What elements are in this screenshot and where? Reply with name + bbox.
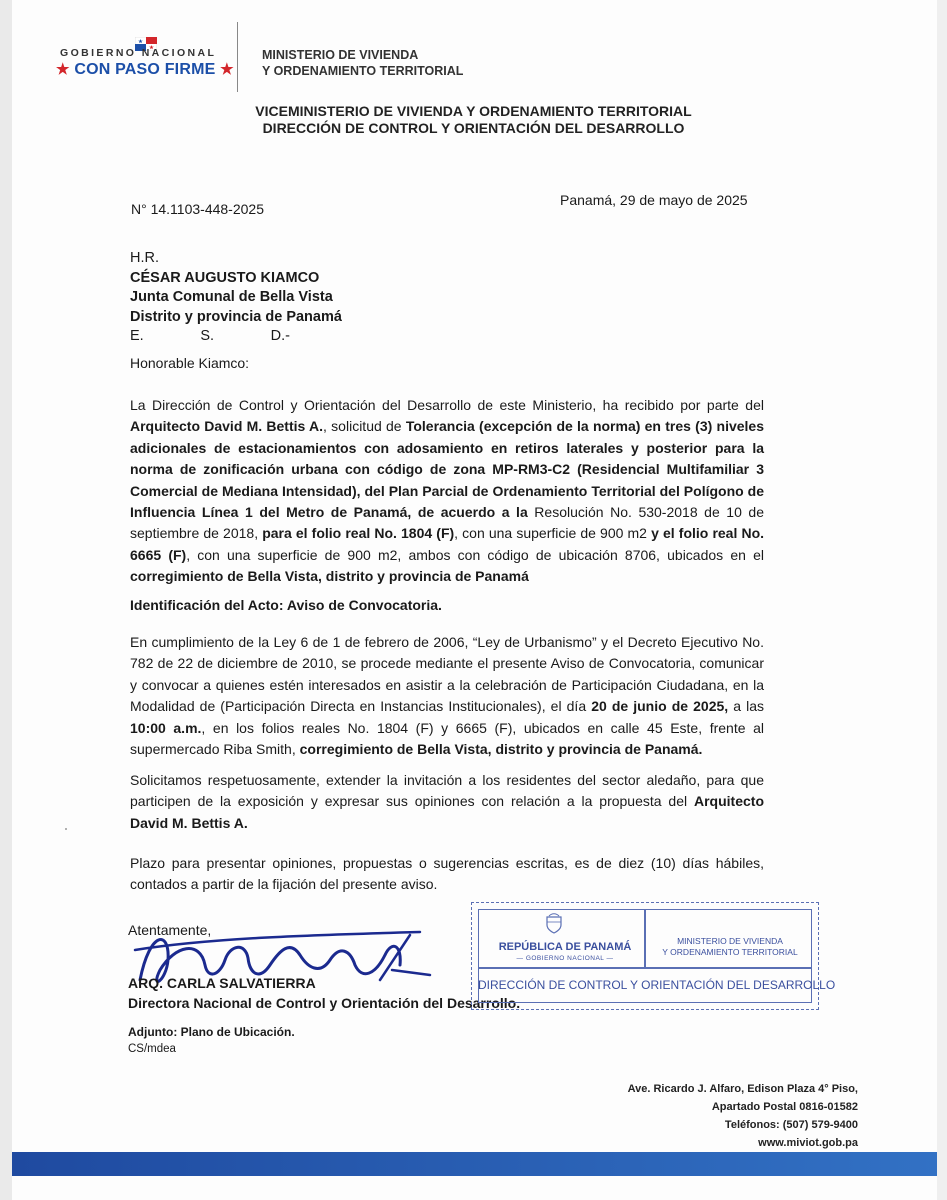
footer-postal: Apartado Postal 0816-01582 [711,1101,858,1113]
paragraph-request [130,395,764,588]
footer-phone: Teléfonos: (507) 579-9400 [724,1119,858,1131]
ministry-name [262,47,463,79]
official-stamp [471,902,836,1010]
salutation: Honorable Kiamco: [130,355,250,371]
letter-date: Panamá, 29 de mayo de 2025 [560,192,748,208]
text-span: , con una superficie de 900 m2, ambos con código de ubicación 8706, ubicados en el [186,546,764,563]
gobierno-nacional-label: GOBIERNO NACIONAL [60,47,217,59]
bold-span: y el folio real No. 6665 (F) [130,525,765,563]
stamp-ministry [650,936,810,958]
bold-span: Tolerancia (excepción de la norma) en tres (3) niveles adicionales de estacionamientos con adosamiento en retiros laterales y posterior para la norma de zonificación urbana con código de zona MP-RM3-C2 (Residencial Multifamiliar 3 Comercial de Mediana Intensidad), del Plan Parcial de Ordenamiento Territorial del Polígono de Influencia Línea 1 del Metro de Panamá, de acuerdo a la [130,418,764,521]
text-span: a las [728,698,765,715]
recipient-prefix: H.R. [130,250,159,266]
coat-of-arms-icon [545,913,563,935]
text-span: , solicitud de [323,418,406,435]
text-span: , con una superficie de 900 m2 [454,525,652,542]
signer-name: ARQ. CARLA SALVATIERRA [128,975,316,991]
act-identification: Identificación del Acto: Aviso de Convocatoria. [130,597,442,613]
recipient-block [130,249,342,347]
con-paso-firme-text: CON PASO FIRME [74,61,216,78]
stamp-direction: DIRECCIÓN DE CONTROL Y ORIENTACIÓN DEL DESARROLLO [478,978,836,992]
signer-block [128,973,520,1013]
text-span: En cumplimiento de la Ley 6 de 1 de febrero de 2006, “Ley de Urbanismo” y el Decreto Ejecutivo No. 782 de 22 de diciembre de 2010, se procede mediante el presente Aviso de Convocatoria, comunicar y convocar a quienes estén interesados en asistir a la celebración de Participación Ciudadana, en la Modalidad de (Participación Directa en Instancias Institucionales), el día [130,634,764,715]
closing: Atentamente, [128,922,212,938]
signer-title: Directora Nacional de Control y Orientación del Desarrollo. [128,995,521,1011]
bold-span: 10:00 a.m. [130,719,202,736]
footer-address: Ave. Ricardo J. Alfaro, Edison Plaza 4° Piso, [627,1083,858,1095]
text-span: , en los folios reales No. 1804 (F) y 6665 (F), ubicados en calle 45 Este, frente al supermercado Riba Smith, [130,719,764,758]
initials: CS/mdea [128,1043,176,1055]
paragraph-convocation [130,632,764,760]
paragraph-deadline: Plazo para presentar opiniones, propuestas o sugerencias escritas, es de diez (10) días hábiles, contados a partir de la fijación del presente aviso. [130,855,764,893]
stamp-gobierno: — GOBIERNO NACIONAL — [516,955,614,962]
bold-span: Arquitecto David M. Bettis A. [130,793,764,831]
es-d: D.- [270,328,290,344]
stamp-ministry-line-2: Y ORDENAMIENTO TERRITORIAL [662,947,798,957]
stamp-divider [478,967,812,969]
stamp-republic: REPÚBLICA DE PANAMÁ [498,941,632,953]
margin-mark [65,828,67,830]
es-s: S. [200,328,215,344]
bold-span: 20 de junio de 2025, [591,698,729,715]
text-span: Resolución No. 530-2018 de 10 de septiembre de 2018, [130,504,764,542]
es-d-line [130,327,290,347]
ministry-line-2: Y ORDENAMIENTO TERRITORIAL [262,64,464,78]
star-icon: ★ [220,61,234,78]
bold-span: Arquitecto David M. Bettis A. [130,418,324,435]
bold-span: corregimiento de Bella Vista, distrito y provincia de Panamá. [299,741,703,758]
page-edge-right [937,0,947,1200]
footer-bar [12,1152,937,1176]
recipient-org: Junta Comunal de Bella Vista [130,289,333,305]
direction-title: DIRECCIÓN DE CONTROL Y ORIENTACIÓN DEL DESARROLLO [262,120,685,136]
ministry-line-1: MINISTERIO DE VIVIENDA [262,48,419,62]
bold-span: para el folio real No. 1804 (F) [262,525,455,542]
page-edge-left [0,0,12,1200]
recipient-name: CÉSAR AUGUSTO KIAMCO [130,269,320,286]
footer-contact [628,1080,858,1152]
stamp-divider [644,909,646,967]
paragraph-invitation [130,770,764,834]
star-icon: ★ [56,61,70,78]
text-span: Solicitamos respetuosamente, extender la invitación a los residentes del sector aledaño, para que participen de la exposición y expresar sus opiniones con relación a la propuesta del [130,772,764,810]
header-divider [237,22,238,92]
con-paso-firme-logo [56,60,234,79]
text-span: La Dirección de Control y Orientación del Desarrollo de este Ministerio, ha recibido por parte del [130,397,764,413]
footer-web: www.miviot.gob.pa [758,1137,858,1149]
attachment-note: Adjunto: Plano de Ubicación. [128,1025,295,1039]
stamp-ministry-line-1: MINISTERIO DE VIVIENDA [677,936,783,946]
bold-span: corregimiento de Bella Vista, distrito y provincia de Panamá [130,568,529,585]
es-e: E. [130,328,144,344]
reference-number: N° 14.1103-448-2025 [131,201,264,217]
recipient-place: Distrito y provincia de Panamá [130,308,342,325]
viceministry-title: VICEMINISTERIO DE VIVIENDA Y ORDENAMIENTO TERRITORIAL [255,103,692,119]
